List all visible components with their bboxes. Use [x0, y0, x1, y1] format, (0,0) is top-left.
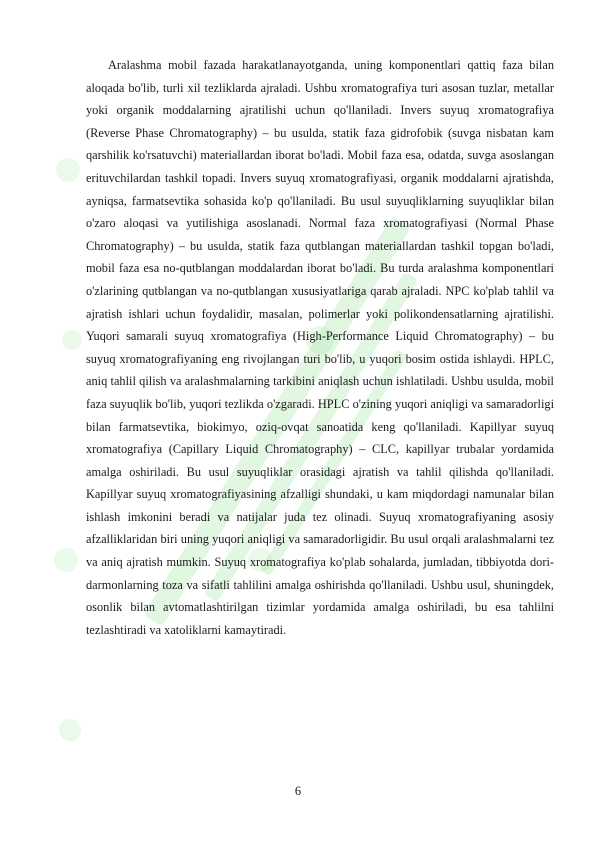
body-paragraph: Aralashma mobil fazada harakatlanayotganda, uning komponentlari qattiq faza bilan aloqada bo'lib, turli xil tezliklarda ajraladi. Ushbu xromatografiya turi asosan tuzlar, metallar yoki organik moddalarning ajratilishi uchun qo'llaniladi. Invers suyuq xromatografiya (Reverse Phase Chromatography) – bu usulda, statik faza gidrofobik (suvga nisbatan kam qarshilik ko'rsatuvchi) materiallardan iborat bo'ladi. Mobil faza esa, odatda, suvga asoslangan erituvchilardan tashkil topadi. Invers suyuq xromatografiyasi, organik moddalarni ajratishda, ayniqsa, farmatsevtika sohasida ko'p qo'llaniladi. Bu usul suyuqliklarning suyuqliklar bilan o'zaro aloqasi va yutilishiga asoslanadi. Normal faza xromatografiyasi (Normal Phase Chromatography) – bu usulda, statik faza qutblangan materiallardan tashkil topgan bo'ladi, mobil faza esa no-qutblangan moddalardan iborat bo'ladi. Bu turda aralashma komponentlari o'zlarining qutblangan va no-qutblangan xususiyatlariga qarab ajraladi. NPC ko'plab tahlil va ajratish ishlari uchun foydalidir, masalan, polimerlar yoki polikondensatlarning ajratilishi. Yuqori samarali suyuq xromatografiya (High-Performance Liquid Chromatography) – bu suyuq xromatografiyaning eng rivojlangan turi bo'lib, u yuqori bosim ostida ishlaydi. HPLC, aniq tahlil qilish va aralashmalarning tarkibini aniqlash uchun ishlatiladi. Ushbu usulda, mobil faza suyuqlik bo'lib, yuqori tezlikda o'zgaradi. HPLC o'zining yuqori aniqligi va samaradorligi bilan farmatsevtika, biokimyo, oziq-ovqat sanoatida keng qo'llaniladi. Kapillyar suyuq xromatografiya (Capillary Liquid Chromatography) – CLC, kapillyar trubalar yordamida amalga oshiriladi. Bu usul suyuqliklar orasidagi ajratish va tahlil qilishda qo'llaniladi. Kapillyar suyuq xromatografiyasining afzalligi shundaki, u kam miqdordagi namunalar bilan ishlash imkonini beradi va natijalar juda tez olinadi. Suyuq xromatografiyaning asosiy afzalliklaridan biri uning yuqori aniqligi va samaradorligidir. Bu usul orqali aralashmalarni tez va aniq ajratish mumkin. Suyuq xromatografiya ko'plab sohalarda, jumladan, tibbiyotda dori-darmonlarning toza va sifatli tahlilini amalga oshirishda qo'llaniladi. Ushbu usul, shuningdek, osonlik bilan avtomatlashtirilgan tizimlar yordamida amalga oshiriladi, bu esa tahlilni tezlashtiradi va xatoliklarni kamaytiradi. — [86, 58, 554, 637]
page-number: 6 — [294, 784, 302, 798]
